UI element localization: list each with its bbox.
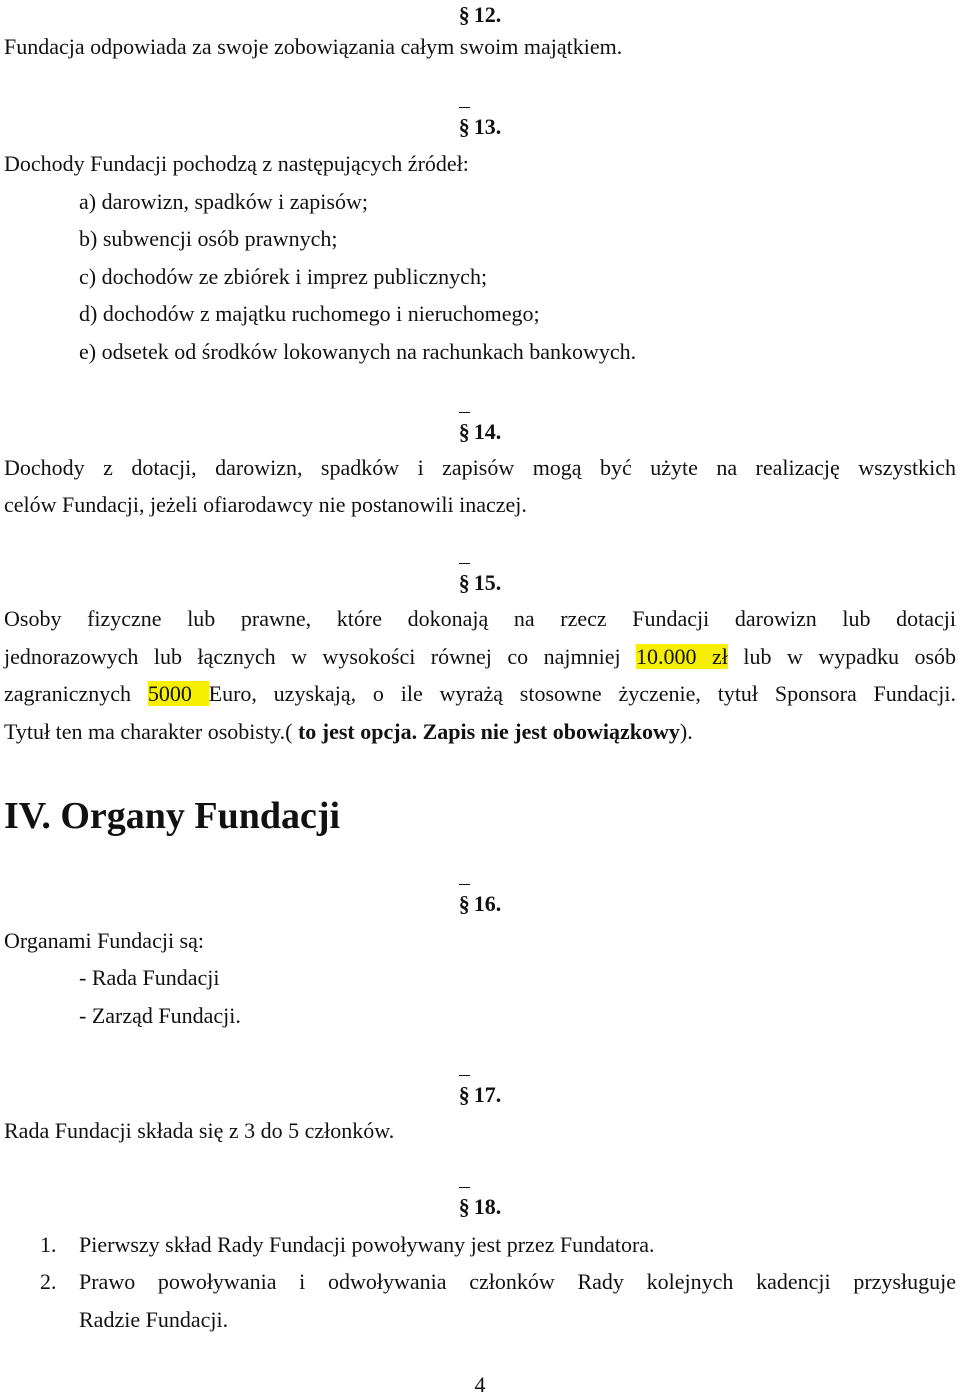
paragraph-12: Fundacja odpowiada za swoje zobowiązania całym swoim majątkiem. <box>4 34 623 59</box>
paragraph-15-text: jednorazowych lub łącznych w wysokości równej co najmniej <box>4 644 637 669</box>
section-number: 15. <box>473 570 502 595</box>
paragraph-15-text: zagranicznych <box>4 681 148 706</box>
section-16-heading <box>0 893 960 915</box>
section-number: 14. <box>473 419 502 444</box>
list-item: c) dochodów ze zbiórek i imprez publicznych; <box>79 264 488 289</box>
section-18-heading <box>0 1196 960 1218</box>
paragraph-15-text: lub w wypadku osób <box>727 644 957 669</box>
section-mark: § <box>458 1082 470 1107</box>
section-mark: § <box>458 1194 470 1219</box>
paragraph-15-line-4 <box>4 721 693 743</box>
paragraph-16-intro: Organami Fundacji są: <box>4 928 204 953</box>
paragraph-14-line-2: celów Fundacji, jeżeli ofiarodawcy nie postanowili inaczej. <box>4 492 527 517</box>
list-item: - Zarząd Fundacji. <box>79 1003 241 1028</box>
paragraph-15-text: ). <box>679 719 693 744</box>
paragraph-15-text: Euro, uzyskają, o ile wyrażą stosowne życzenie, tytuł Sponsora Fundacji. <box>208 681 956 706</box>
paragraph-15-text: Tytuł ten ma charakter osobisty.( <box>4 719 298 744</box>
paragraph-15-line-3 <box>4 683 956 705</box>
section-number: 18. <box>473 1194 502 1219</box>
section-17-heading <box>0 1084 960 1106</box>
list-item: Prawo powoływania i odwoływania członków Rady kolejnych kadencji przysługuje <box>79 1269 956 1294</box>
list-item: d) dochodów z majątku ruchomego i nieruchomego; <box>79 301 540 326</box>
list-item: - Rada Fundacji <box>79 965 220 990</box>
section-15-heading <box>0 572 960 594</box>
section-13-heading <box>0 116 960 138</box>
list-item-number: 2. <box>40 1269 57 1294</box>
section-12-heading <box>0 4 960 26</box>
highlighted-amount: 5000 <box>147 681 209 706</box>
section-mark: § <box>458 570 470 595</box>
section-14-heading <box>0 421 960 443</box>
paragraph-15-line-2 <box>4 646 956 668</box>
list-item: b) subwencji osób prawnych; <box>79 226 338 251</box>
section-mark: § <box>458 2 470 27</box>
paragraph-17: Rada Fundacji składa się z 3 do 5 członków. <box>4 1118 395 1143</box>
list-item-number: 1. <box>40 1232 57 1257</box>
list-item: e) odsetek od środków lokowanych na rachunkach bankowych. <box>79 339 637 364</box>
page-number: 4 <box>474 1372 486 1397</box>
paragraph-15-line-1: Osoby fizyczne lub prawne, które dokonają na rzecz Fundacji darowizn lub dotacji <box>4 606 956 631</box>
list-item: a) darowizn, spadków i zapisów; <box>79 189 368 214</box>
chapter-heading: IV. Organy Fundacji <box>4 795 341 837</box>
section-number: 13. <box>473 114 502 139</box>
list-item: Pierwszy skład Rady Fundacji powoływany jest przez Fundatora. <box>79 1232 655 1257</box>
option-note: to jest opcja. Zapis nie jest obowiązkowy <box>297 719 680 744</box>
section-mark: § <box>458 114 470 139</box>
section-mark: § <box>458 891 470 916</box>
highlighted-amount: 10.000 zł <box>636 644 728 669</box>
paragraph-14-line-1: Dochody z dotacji, darowizn, spadków i zapisów mogą być użyte na realizację wszystkich <box>4 455 956 480</box>
list-item-continuation: Radzie Fundacji. <box>79 1307 229 1332</box>
section-number: 16. <box>473 891 502 916</box>
paragraph-13-intro: Dochody Fundacji pochodzą z następujących źródeł: <box>4 151 469 176</box>
section-mark: § <box>458 419 470 444</box>
section-number: 12. <box>473 2 502 27</box>
section-number: 17. <box>473 1082 502 1107</box>
